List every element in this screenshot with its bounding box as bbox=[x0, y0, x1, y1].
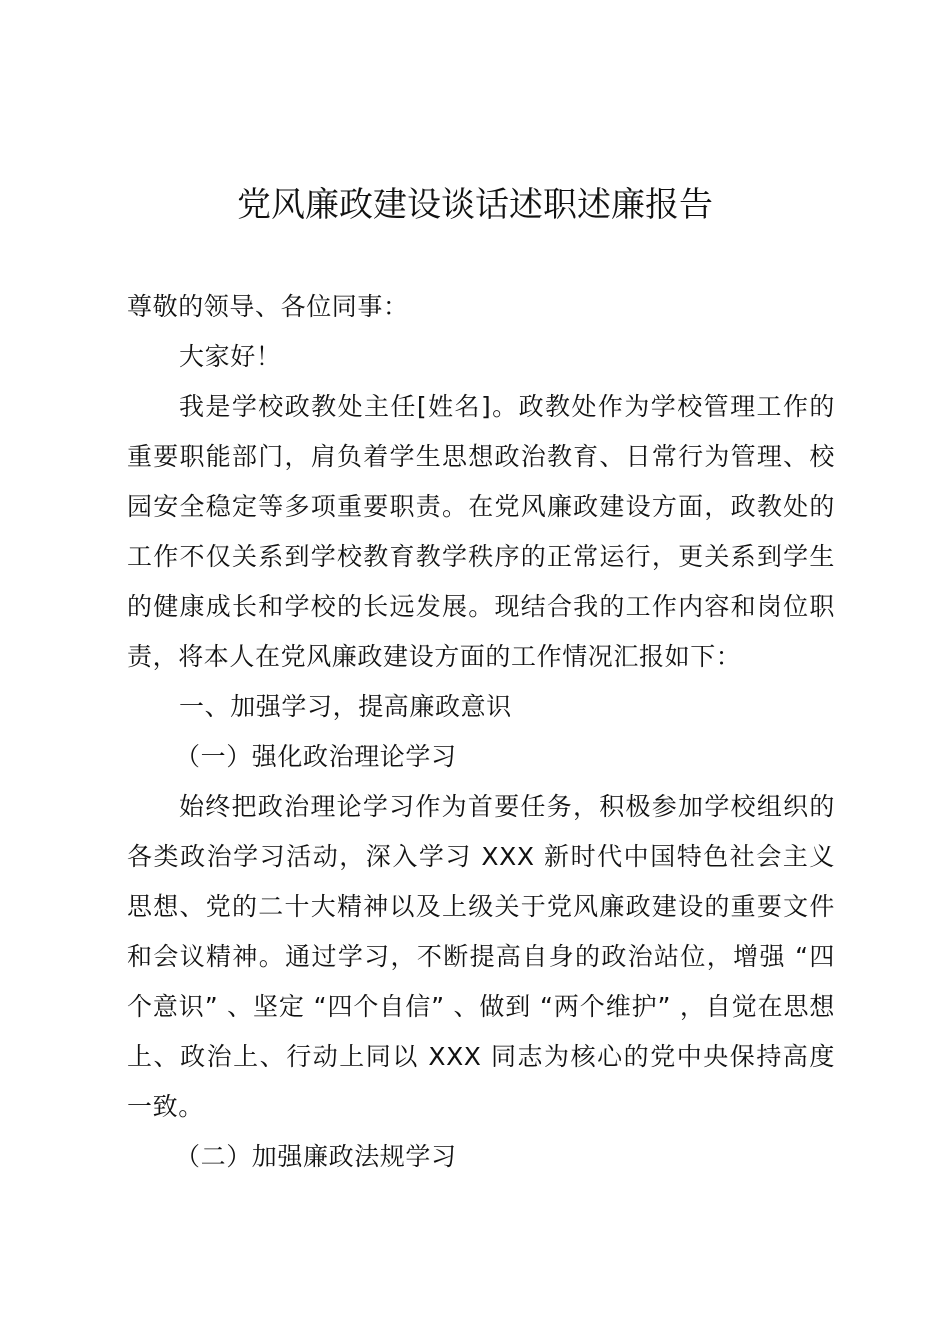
document-title: 党风廉政建设谈话述职述廉报告 bbox=[237, 185, 713, 225]
subsection-heading-2: （二）加强廉政法规学习 bbox=[175, 1142, 457, 1171]
greeting: 大家好！ bbox=[179, 342, 282, 371]
subsection-heading-1: （一）强化政治理论学习 bbox=[175, 742, 457, 771]
intro-paragraph: 我是学校政教处主任[姓名]。政教处作为学校管理工作的重要职能部门，肩负着学生思想政治教育、日常行为管理、校园安全稳定等多项重要职责。在党风廉政建设方面，政教处的工作不仅关系到学校教育教学秩序的正常运行，更关系到学生的健康成长和学校的长远发展。现结合我的工作内容和岗位职责，将本人在党风廉政建设方面的工作情况汇报如下： bbox=[127, 392, 835, 671]
document-body bbox=[127, 282, 835, 1182]
subsection-body-1: 始终把政治理论学习作为首要任务，积极参加学校组织的各类政治学习活动，深入学习 XXX 新时代中国特色社会主义思想、党的二十大精神以及上级关于党风廉政建设的重要文件和会议精神。通过学习，不断提高自身的政治站位，增强 “四个意识” 、坚定 “四个自信” 、做到 “两个维护” ，自觉在思想上、政治上、行动上同以 XXX 同志为核心的党中央保持高度一致。 bbox=[127, 792, 835, 1121]
salutation: 尊敬的领导、各位同事： bbox=[127, 292, 409, 321]
section-heading-1: 一、加强学习，提高廉政意识 bbox=[179, 692, 512, 721]
